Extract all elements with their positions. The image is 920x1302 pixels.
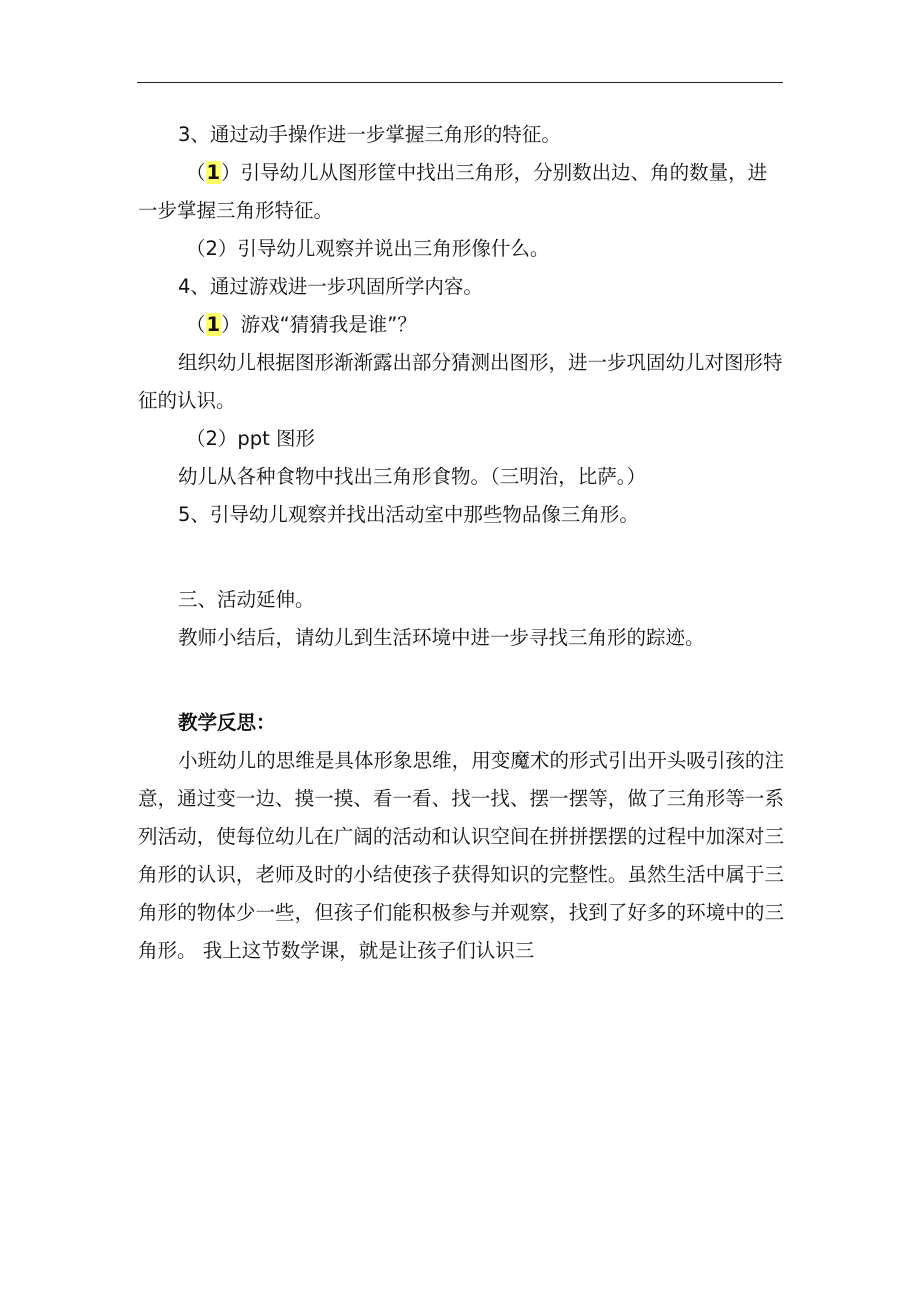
paren-open: （: [186, 161, 206, 184]
step-4-heading: 4、通过游戏进一步巩固所学内容。: [178, 275, 483, 298]
reflection-heading: 教学反思：: [178, 711, 276, 734]
document-body: [138, 116, 784, 970]
food-activity: 幼儿从各种食物中找出三角形食物。（三明治，比萨。）: [178, 465, 647, 488]
paren-open: （: [186, 313, 206, 336]
step-5-heading: 5、引导幼儿观察并找出活动室中那些物品像三角形。: [178, 503, 639, 526]
game-description: 组织幼儿根据图形渐渐露出部分猜测出图形，进一步巩固幼儿对图形特征的认识。: [138, 351, 783, 412]
step-4-item-1: [138, 306, 784, 344]
highlighted-number: 1: [206, 313, 221, 336]
item-text: ）引导幼儿从图形筐中找出三角形，分别数出边、角的数量，进一步掌握三角形特征。: [138, 161, 768, 222]
extension-text: 教师小结后，请幼儿到生活环境中进一步寻找三角形的踪迹。: [178, 626, 705, 649]
step-4-item-2: （2）ppt 图形: [186, 427, 316, 450]
highlighted-number: 1: [206, 161, 221, 184]
step-3-item-2: （2）引导幼儿观察并说出三角形像什么。: [186, 237, 550, 260]
step-3-item-1: [138, 154, 784, 230]
step-3-heading: 3、通过动手操作进一步掌握三角形的特征。: [178, 123, 561, 146]
item-text: ）游戏“猜猜我是谁”？: [221, 313, 417, 336]
section-gap: [138, 657, 784, 704]
section-gap: [138, 534, 784, 581]
section-3-heading: 三、活动延伸。: [178, 588, 315, 611]
header-rule: [137, 82, 783, 83]
reflection-text: 小班幼儿的思维是具体形象思维，用变魔术的形式引出开头吸引孩的注意，通过变一边、摸一摸、看一看、找一找、摆一摆等，做了三角形等一系列活动，使每位幼儿在广阔的活动和认识空间在拼拼摆摆的过程中加深对三角形的认识，老师及时的小结使孩子获得知识的完整性。虽然生活中属于三角形的物体少一些，但孩子们能积极参与并观察，找到了好多的环境中的三角形。 我上这节数学课，就是让孩子们认识三: [138, 749, 784, 962]
